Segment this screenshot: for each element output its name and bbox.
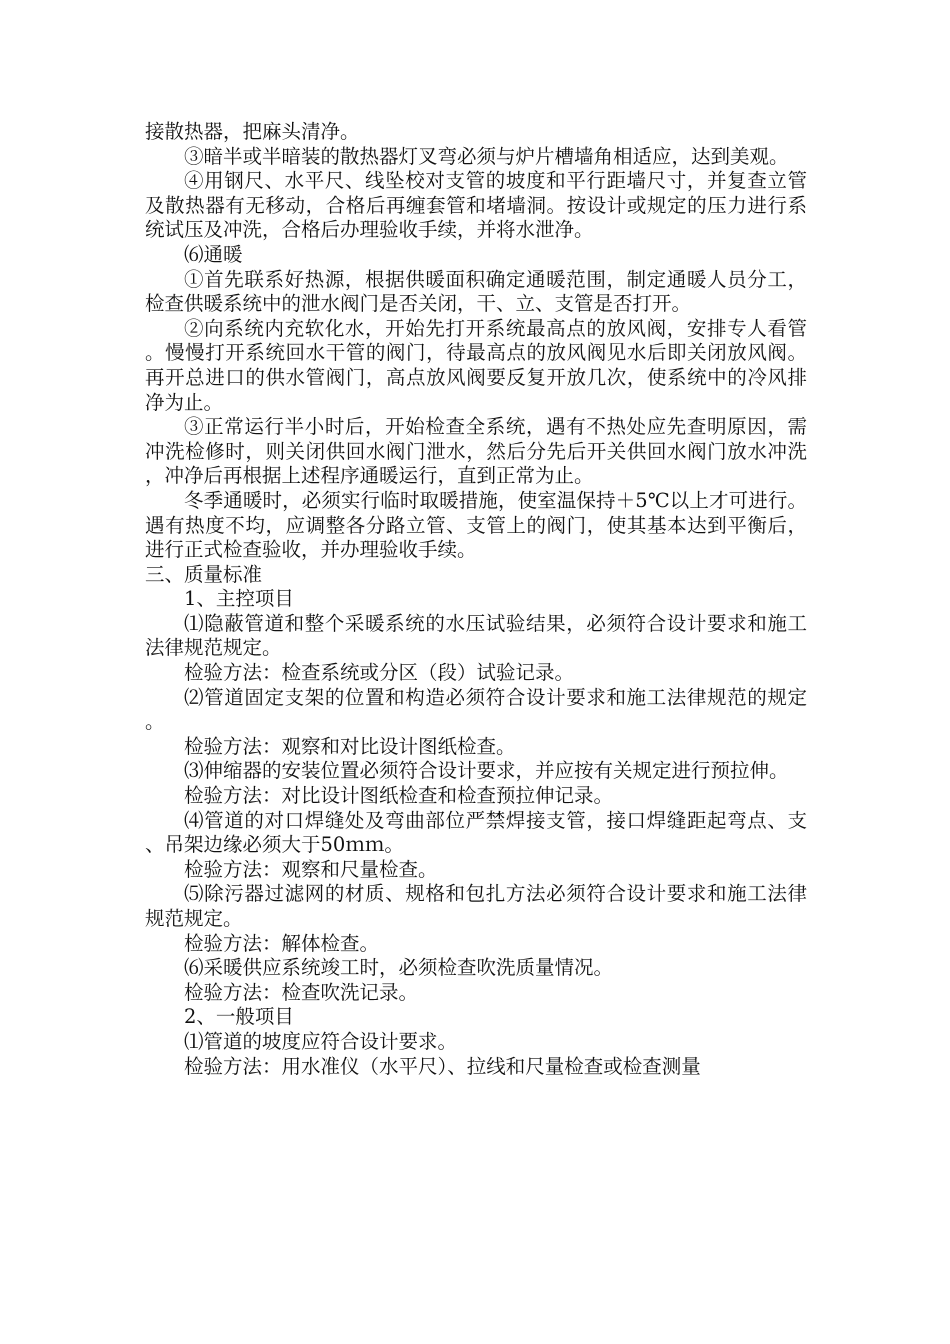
section-6-heading: ⑹通暖: [184, 242, 243, 266]
paragraph-heating-step-2: ②向系统内充软化水，开始先打开系统最高点的放风阀，安排专人看管。慢慢打开系统回水干管的阀门，待最高点的放风阀见水后即关闭放风阀。再开总进口的供水管阀门，高点放风阀要反复开放几次，使系统中的冷风排净为止。: [145, 316, 807, 414]
paragraph-winter-heating: 冬季通暖时，必须实行临时取暖措施，使室温保持＋5℃以上才可进行。遇有热度不均，应调整各分路立管、支管上的阀门，使其基本达到平衡后，进行正式检查验收，并办理验收手续。: [145, 488, 807, 562]
main-item-1-method: 检验方法：检查系统或分区（段）试验记录。: [184, 661, 575, 685]
main-item-2: ⑵管道固定支架的位置和构造必须符合设计要求和施工法律规范的规定。: [145, 685, 807, 734]
main-item-4: ⑷管道的对口焊缝处及弯曲部位严禁焊接支管，接口焊缝距起弯点、支、吊架边缘必须大于50ｍｍ。: [145, 808, 807, 857]
section-quality-standard-heading: 三、质量标准: [145, 562, 263, 586]
subsection-general-heading: 2、一般项目: [184, 1005, 294, 1029]
paragraph-heating-step-3: ③正常运行半小时后，开始检查全系统，遇有不热处应先查明原因，需冲洗检修时，则关闭供回水阀门泄水，然后分先后开关供回水阀门放水冲洗，冲净后再根据上述程序通暖运行，直到正常为止。: [145, 415, 807, 488]
main-item-3-method: 检验方法：对比设计图纸检查和检查预拉伸记录。: [184, 784, 614, 808]
paragraph-heating-step-1: ①首先联系好热源，根据供暖面积确定通暖范围，制定通暖人员分工，检查供暖系统中的泄水阀门是否关闭，干、立、支管是否打开。: [145, 267, 807, 316]
paragraph-item-3-radiator-bend: ③暗半或半暗装的散热器灯叉弯必须与炉片槽墙角相适应，达到美观。: [184, 144, 789, 168]
main-item-4-method: 检验方法：观察和尺量检查。: [184, 857, 438, 881]
general-item-1-method: 检验方法：用水准仪（水平尺）、拉线和尺量检查或检查测量: [184, 1054, 701, 1078]
document-page: [145, 120, 807, 1079]
paragraph-continuation: 接散热器，把麻头清净。: [145, 120, 360, 143]
subsection-main-control-heading: 1、主控项目: [184, 587, 294, 611]
main-item-6-method: 检验方法：检查吹洗记录。: [184, 980, 419, 1004]
main-item-5-method: 检验方法：解体检查。: [184, 931, 380, 955]
main-item-6: ⑹采暖供应系统竣工时，必须检查吹洗质量情况。: [184, 956, 614, 980]
main-item-5: ⑸除污器过滤网的材质、规格和包扎方法必须符合设计要求和施工法律规范规定。: [145, 882, 807, 930]
main-item-2-method: 检验方法：观察和对比设计图纸检查。: [184, 734, 516, 758]
main-item-3: ⑶伸缩器的安装位置必须符合设计要求，并应按有关规定进行预拉伸。: [184, 759, 789, 783]
main-item-1: ⑴隐蔽管道和整个采暖系统的水压试验结果，必须符合设计要求和施工法律规范规定。: [145, 611, 807, 660]
general-item-1: ⑴管道的坡度应符合设计要求。: [184, 1029, 458, 1053]
paragraph-item-4-check-pressure-test: ④用钢尺、水平尺、线坠校对支管的坡度和平行距墙尺寸，并复查立管及散热器有无移动，合格后再缠套管和堵墙洞。按设计或规定的压力进行系统试压及冲洗，合格后办理验收手续，并将水泄净。: [145, 169, 807, 242]
